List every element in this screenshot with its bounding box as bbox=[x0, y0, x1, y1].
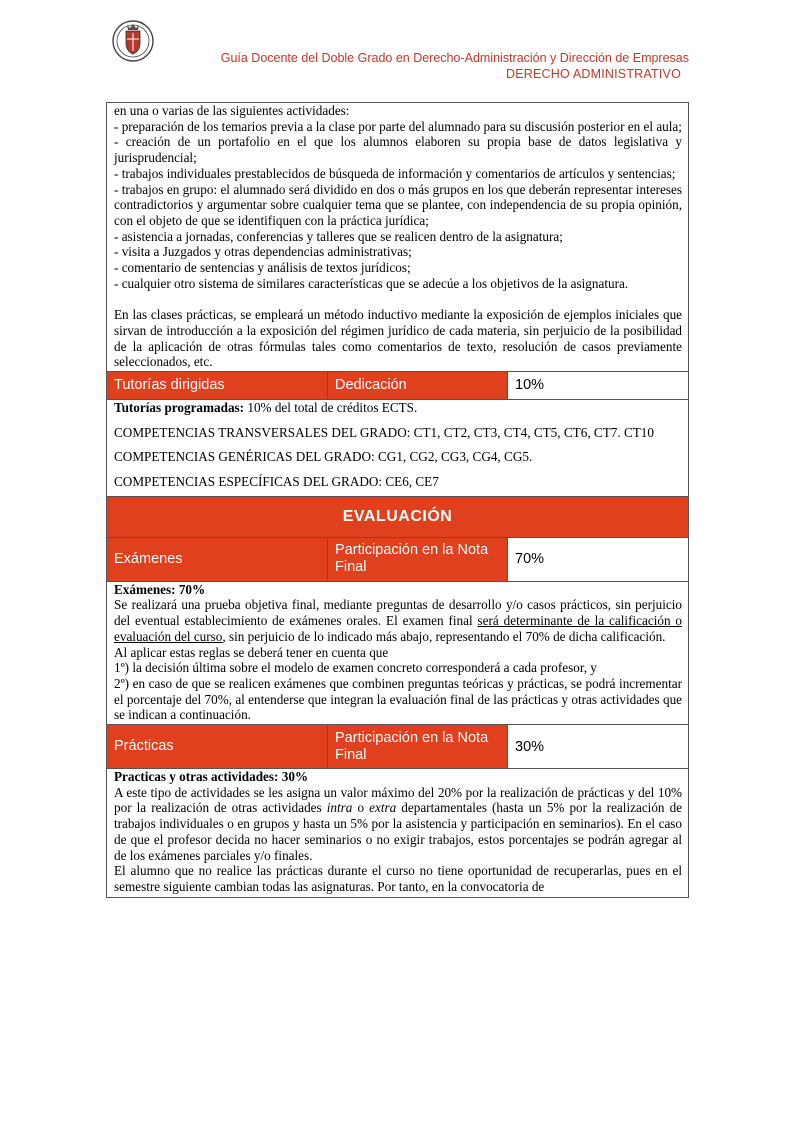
practicas-extra: extra bbox=[369, 800, 397, 816]
page-header bbox=[0, 0, 794, 100]
tutorias-lead-rest: 10% del total de créditos ECTS. bbox=[244, 399, 418, 415]
examenes-p3: 1º) la decisión última sobre el modelo de examen concreto corresponderá a cada profesor, y bbox=[114, 660, 597, 676]
practicas-o: o bbox=[352, 800, 370, 816]
guide-table-container bbox=[106, 102, 688, 898]
practicas-header-row bbox=[107, 725, 689, 769]
examenes-label: Exámenes bbox=[107, 537, 328, 581]
activities-text bbox=[107, 103, 688, 370]
practicas-participation-value: 30% bbox=[508, 725, 689, 769]
university-seal-logo bbox=[112, 17, 154, 65]
practicas-text bbox=[107, 769, 688, 895]
tutorias-dedication-label: Dedicación bbox=[328, 371, 508, 399]
examenes-p1-a: Se realizará una prueba objetiva final, mediante preguntas de desarrollo y/o casos prácticos, sin perjuicio del eventual establecimiento de exámenes orales. El examen final bbox=[114, 597, 683, 629]
activity-item: - comentario de sentencias y análisis de textos jurídicos; bbox=[114, 260, 411, 276]
activity-item: - trabajos individuales prestablecidos de búsqueda de información y comentarios de artículos y sentencias; bbox=[114, 165, 676, 181]
activities-closing: En las clases prácticas, se empleará un método inductivo mediante la exposición de ejemplos iniciales que sirvan de introducción a la exposición del régimen jurídico de cada materia, sin perjuicio de la posibilidad de la aplicación de otras fórmulas tales como comentarios de texto, resolución de casos previamente seleccionados, etc. bbox=[114, 307, 683, 370]
tutorias-detail-row bbox=[107, 399, 689, 496]
activities-intro: en una o varias de las siguientes actividades: bbox=[114, 103, 350, 118]
practicas-participation-label: Participación en la Nota Final bbox=[328, 725, 508, 769]
tutorias-label: Tutorías dirigidas bbox=[107, 371, 328, 399]
examenes-p4: 2º) en caso de que se realicen exámenes que combinen preguntas teóricas y prácticas, se podrá incrementar el porcentaje del 70%, al entenderse que integran la evaluación final de las prácticas y otras actividades que se indican a continuación. bbox=[114, 675, 683, 723]
examenes-detail-row bbox=[107, 581, 689, 724]
header-guide-title: Guía Docente del Doble Grado en Derecho-Administración y Dirección de Empresas bbox=[220, 51, 689, 65]
practicas-intra: intra bbox=[326, 800, 353, 816]
practicas-bold-lead: Practicas y otras actividades: 30% bbox=[114, 769, 309, 785]
examenes-text bbox=[107, 582, 688, 723]
activity-item: - preparación de los temarios previa a la clase por parte del alumnado para su discusión posterior en el aula; bbox=[114, 118, 682, 134]
tutorias-header-row bbox=[107, 371, 689, 399]
tutorias-bold-lead: Tutorías programadas: bbox=[114, 399, 245, 415]
activity-item: - cualquier otro sistema de similares características que se adecúe a los objetivos de la asignatura. bbox=[114, 275, 629, 291]
examenes-participation-value: 70% bbox=[508, 537, 689, 581]
practicas-p1-a: A este tipo de actividades se les asigna un valor máximo del 20% por la realización de prácticas y del 10% por la realización de otras actividades bbox=[114, 784, 683, 816]
activity-item: - visita a Juzgados y otras dependencias administrativas; bbox=[114, 244, 412, 260]
practicas-detail-row bbox=[107, 769, 689, 898]
activities-row bbox=[107, 103, 689, 372]
examenes-p2: Al aplicar estas reglas se deberá tener en cuenta que bbox=[114, 644, 389, 660]
activity-item: - trabajos en grupo: el alumnado será dividido en dos o más grupos en los que deberán representar intereses contradictorios y argumentar sobre cualquier tema que se plantee, con independencia de su propia opinión, con el objeto de que se identifiquen con la práctica jurídica; bbox=[114, 181, 683, 228]
header-subject-title: DERECHO ADMINISTRATIVO bbox=[505, 67, 681, 81]
tutorias-text bbox=[107, 400, 688, 490]
examenes-underlined-text: será determinante de la calificación o evaluación del curso bbox=[114, 613, 683, 644]
evaluacion-section-row bbox=[107, 496, 689, 537]
tutorias-dedication-value: 10% bbox=[508, 371, 689, 399]
activity-item: - asistencia a jornadas, conferencias y talleres que se realicen dentro de la asignatura; bbox=[114, 228, 563, 244]
examenes-p1-b: , sin perjuicio de lo indicado más abajo, representando el 70% de dicha calificación. bbox=[222, 628, 666, 644]
competencias-genericas: COMPETENCIAS GENÉRICAS DEL GRADO: CG1, CG2, CG3, CG4, CG5. bbox=[114, 449, 533, 465]
competencias-especificas: COMPETENCIAS ESPECÍFICAS DEL GRADO: CE6, CE7 bbox=[114, 474, 439, 490]
guide-table bbox=[106, 102, 689, 898]
evaluacion-title: EVALUACIÓN bbox=[342, 507, 453, 525]
examenes-header-row bbox=[107, 537, 689, 581]
practicas-p1-b: departamentales (hasta un 5% por la realización de trabajos individuales o en grupos y hasta un 5% por la asistencia y participación en seminarios). En el caso de que el profesor decida no hacer seminarios o no exigir trabajos, estos porcentajes se podrán agregar al de los exámenes parciales y/o finales. bbox=[114, 800, 683, 863]
examenes-participation-label: Participación en la Nota Final bbox=[328, 537, 508, 581]
practicas-label: Prácticas bbox=[107, 725, 328, 769]
practicas-p2: El alumno que no realice las prácticas durante el curso no tiene oportunidad de recuperarlas, pues en el semestre siguiente cambian todas las asignaturas. Por tanto, en la convocatoria de bbox=[114, 863, 683, 894]
activity-item: - creación de un portafolio en el que los alumnos elaboren su propia base de datos legislativa y jurisprudencial; bbox=[114, 134, 683, 166]
competencias-transversales: COMPETENCIAS TRANSVERSALES DEL GRADO: CT1, CT2, CT3, CT4, CT5, CT6, CT7. CT10 bbox=[114, 424, 654, 440]
examenes-bold-lead: Exámenes: 70% bbox=[114, 581, 206, 597]
